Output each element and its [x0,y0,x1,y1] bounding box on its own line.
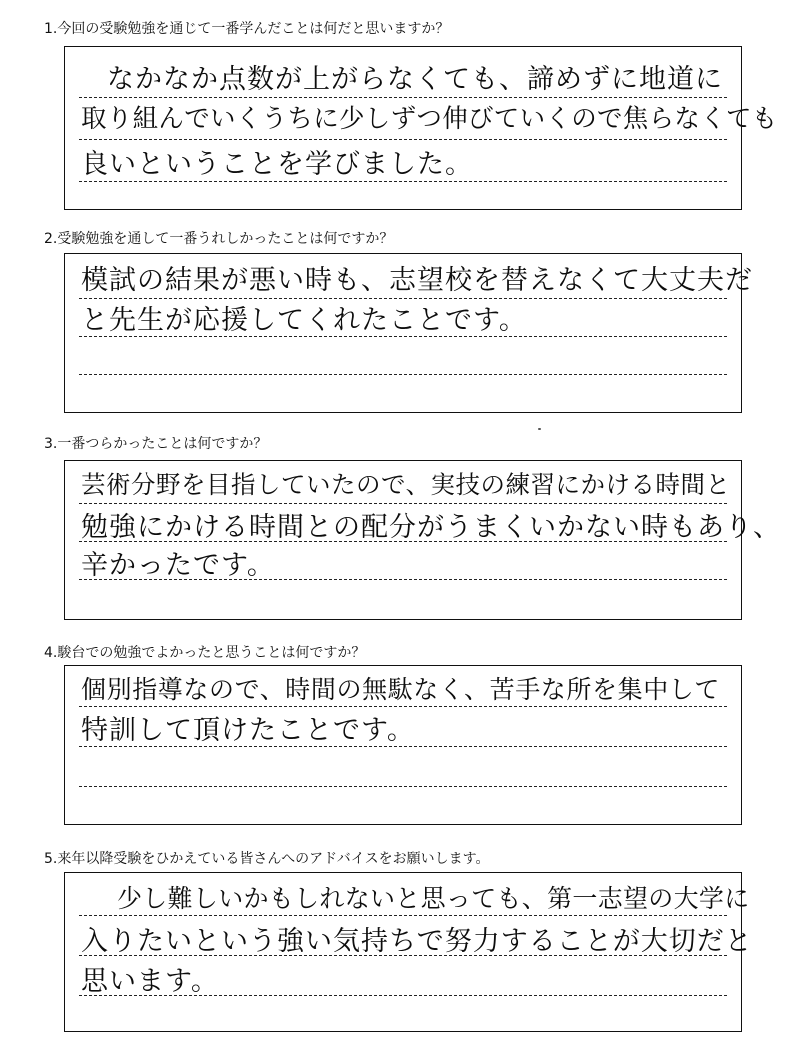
answer-box-3 [64,460,781,620]
answer-2-line-1: 模試の結果が悪い時も、志望校を替えなくて大丈夫だ [81,265,753,296]
answer-2-line-2: と先生が応援してくれたことです。 [81,305,527,336]
ruled-line [79,503,727,504]
question-1: 1.今回の受験勉強を通じて一番学んだことは何だと思いますか？ [44,21,450,37]
ruled-line [79,706,727,707]
answer-1-line-1: なかなか点数が上がらなくても、諦めずに地道に [107,64,723,95]
question-3: 3.一番つらかったことは何ですか？ [44,436,268,452]
answer-1-line-3: 良いということを学びました。 [81,149,473,180]
ruled-line [79,915,727,916]
answer-4-line-2: 特訓して頂けたことです。 [81,715,415,746]
answer-5-line-3: 思います。 [81,966,219,997]
question-4: 4.駿台での勉強でよかったと思うことは何ですか？ [44,645,366,661]
question-2: 2.受験勉強を通して一番うれしかったことは何ですか？ [44,231,394,247]
ruled-line [79,374,727,375]
answer-4-line-1: 個別指導なので、時間の無駄なく、苦手な所を集中して [81,675,721,704]
answer-3-line-1: 芸術分野を目指していたので、実技の練習にかける時間と [81,470,731,499]
ruled-line [79,786,727,787]
ruled-line [79,139,727,140]
ruled-line [79,181,727,182]
scan-speck [538,428,541,430]
ruled-line [79,97,727,98]
answer-box-5 [64,872,753,1032]
answer-box-1 [64,46,778,210]
question-5: 5.来年以降受験をひかえている皆さんへのアドバイスをお願いします。 [44,851,490,867]
answer-box-2 [64,253,753,413]
answer-3-line-3: 辛かったです。 [81,550,275,581]
answer-5-line-1: 少し難しいかもしれないと思っても、第一志望の大学に [117,884,750,913]
answer-box-4 [64,665,742,825]
answer-1-line-2: 取り組んでいくうちに少しずつ伸びていくので焦らなくても [81,104,778,134]
answer-5-line-2: 入りたいという強い気持ちで努力することが大切だと [81,926,753,957]
answer-3-line-2: 勉強にかける時間との配分がうまくいかない時もあり、 [81,512,781,543]
